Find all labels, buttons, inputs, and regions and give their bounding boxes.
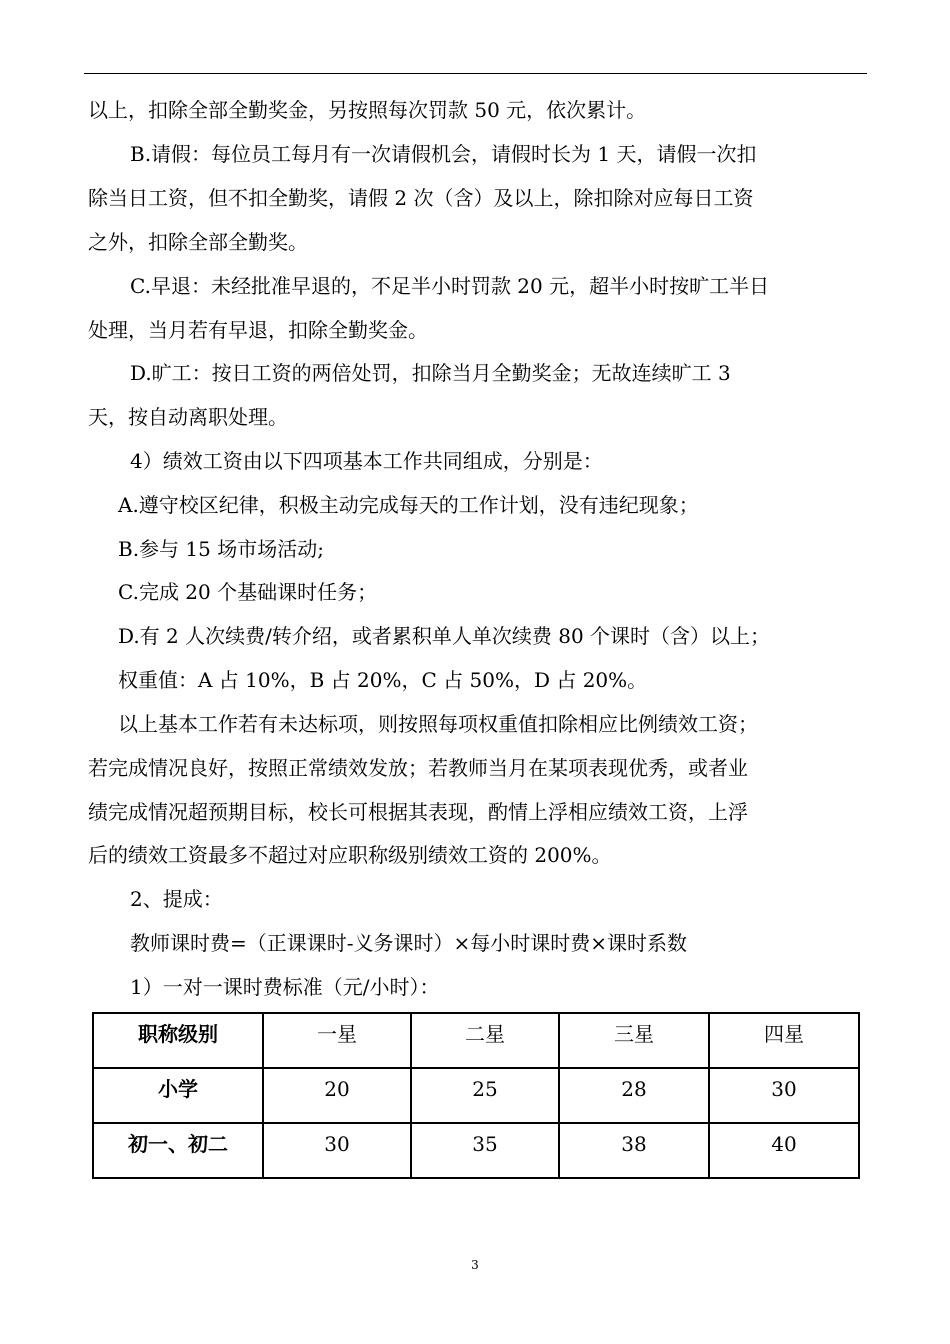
table-cell: 30 (709, 1068, 859, 1123)
table-cell: 28 (559, 1068, 709, 1123)
table-row-label: 小学 (93, 1068, 263, 1123)
table-cell: 25 (411, 1068, 559, 1123)
tuition-rate-table (92, 1012, 860, 1179)
paragraph-line: 1）一对一课时费标准（元/小时）： (130, 975, 440, 999)
table-header-cell: 职称级别 (93, 1013, 263, 1068)
paragraph-line: D.旷工：按日工资的两倍处罚，扣除当月全勤奖金；无故连续旷工 3 (130, 361, 731, 385)
paragraph-line: 2、提成： (130, 887, 223, 911)
table-cell: 38 (559, 1123, 709, 1178)
paragraph-line: 之外，扣除全部全勤奖。 (88, 230, 308, 254)
paragraph-line: 绩完成情况超预期目标，校长可根据其表现，酌情上浮相应绩效工资，上浮 (88, 800, 748, 824)
paragraph-line: D.有 2 人次续费/转介绍，或者累积单人单次续费 80 个课时（含）以上； (118, 624, 771, 648)
paragraph-line: 权重值：A 占 10%，B 占 20%，C 占 50%，D 占 20%。 (118, 668, 648, 692)
paragraph-line: 以上，扣除全部全勤奖金，另按照每次罚款 50 元，依次累计。 (88, 98, 647, 122)
header-rule (84, 73, 867, 74)
table-cell: 35 (411, 1123, 559, 1178)
table-header-cell: 四星 (709, 1013, 859, 1068)
paragraph-line: 教师课时费=（正课课时-义务课时）×每小时课时费×课时系数 (130, 931, 688, 955)
paragraph-line: 以上基本工作若有未达标项，则按照每项权重值扣除相应比例绩效工资； (118, 712, 758, 736)
table-header-row (93, 1013, 859, 1068)
paragraph-line: A.遵守校区纪律，积极主动完成每天的工作计划，没有违纪现象； (118, 493, 699, 517)
table-header-cell: 一星 (263, 1013, 411, 1068)
paragraph-line: 天，按自动离职处理。 (88, 405, 288, 429)
paragraph-line: C.早退：未经批准早退的，不足半小时罚款 20 元，超半小时按旷工半日 (130, 274, 770, 298)
table-cell: 40 (709, 1123, 859, 1178)
paragraph-line: 处理，当月若有早退，扣除全勤奖金。 (88, 318, 428, 342)
table-cell: 30 (263, 1123, 411, 1178)
page-number: 3 (471, 1258, 479, 1272)
table-header-cell: 三星 (559, 1013, 709, 1068)
paragraph-line: 若完成情况良好，按照正常绩效发放；若教师当月在某项表现优秀，或者业 (88, 756, 748, 780)
paragraph-line: 除当日工资，但不扣全勤奖，请假 2 次（含）及以上，除扣除对应每日工资 (88, 186, 754, 210)
paragraph-line: 4）绩效工资由以下四项基本工作共同组成，分别是： (130, 449, 603, 473)
table-row (93, 1123, 859, 1178)
paragraph-line: B.请假：每位员工每月有一次请假机会，请假时长为 1 天，请假一次扣 (130, 142, 757, 166)
table-header-cell: 二星 (411, 1013, 559, 1068)
paragraph-line: C.完成 20 个基础课时任务； (118, 580, 378, 604)
table-cell: 20 (263, 1068, 411, 1123)
table-row-label: 初一、初二 (93, 1123, 263, 1178)
table-row (93, 1068, 859, 1123)
paragraph-line: 后的绩效工资最多不超过对应职称级别绩效工资的 200%。 (88, 843, 612, 867)
paragraph-line: B.参与 15 场市场活动; (118, 537, 324, 561)
